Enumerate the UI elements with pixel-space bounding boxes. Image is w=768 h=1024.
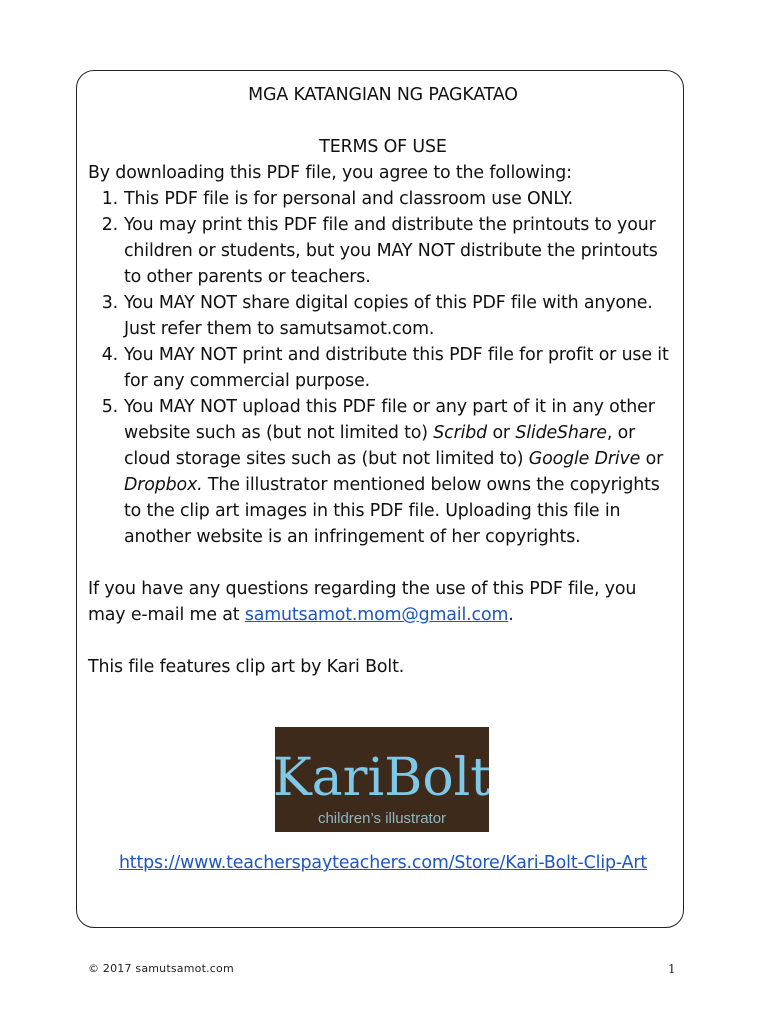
term-item-1: This PDF file is for personal and classroom use ONLY. — [124, 189, 573, 209]
kari-bolt-logo — [275, 727, 489, 832]
term5-text-5: The illustrator mentioned below owns the copyrights to the clip art images in this PDF file. Uploading this file in another website is an infringement of her copyrights. — [124, 475, 660, 547]
page-number: 1 — [668, 962, 676, 976]
term5-slideshare: SlideShare — [515, 423, 607, 443]
terms-content — [88, 82, 678, 680]
footer-copyright: © 2017 samutsamot.com — [88, 962, 234, 975]
term5-text-1: You MAY NOT upload this PDF file or any part of it in any other website such as (but not limited to) — [124, 397, 655, 443]
term5-text-4: or — [640, 449, 664, 469]
term5-text-3: , or cloud storage sites such as (but not limited to) — [124, 423, 636, 469]
term-item-3: You MAY NOT share digital copies of this PDF file with anyone. Just refer them to samutsamot.com. — [124, 293, 653, 339]
logo-name-text: KariBolt — [275, 748, 489, 808]
term5-scribd: Scribd — [433, 423, 488, 443]
terms-intro: By downloading this PDF file, you agree to the following: — [88, 163, 572, 183]
term-item-5 — [124, 394, 678, 550]
clip-art-credit: This file features clip art by Kari Bolt. — [88, 657, 405, 677]
terms-title: TERMS OF USE — [319, 137, 447, 157]
questions-paragraph — [88, 576, 678, 628]
terms-list — [88, 186, 678, 550]
email-link[interactable]: samutsamot.mom@gmail.com — [244, 605, 509, 625]
term-item-2: You may print this PDF file and distribute the printouts to your children or students, but you MAY NOT distribute the printouts to other parents or teachers. — [124, 215, 658, 287]
store-url-link[interactable]: https://www.teacherspayteachers.com/Store/Kari-Bolt-Clip-Art — [118, 853, 648, 873]
questions-end: . — [508, 605, 514, 625]
term-item-4: You MAY NOT print and distribute this PDF file for profit or use it for any commercial purpose. — [124, 345, 669, 391]
term5-dropbox: Dropbox. — [124, 475, 203, 495]
questions-text: If you have any questions regarding the use of this PDF file, you may e-mail me at — [88, 579, 637, 625]
kari-bolt-logo-graphic — [275, 727, 489, 832]
logo-tagline-text: children’s illustrator — [317, 810, 447, 827]
document-heading: MGA KATANGIAN NG PAGKATAO — [248, 85, 518, 105]
store-url-line — [88, 850, 678, 876]
term5-text-2: or — [487, 423, 516, 443]
term5-google-drive: Google Drive — [528, 449, 641, 469]
